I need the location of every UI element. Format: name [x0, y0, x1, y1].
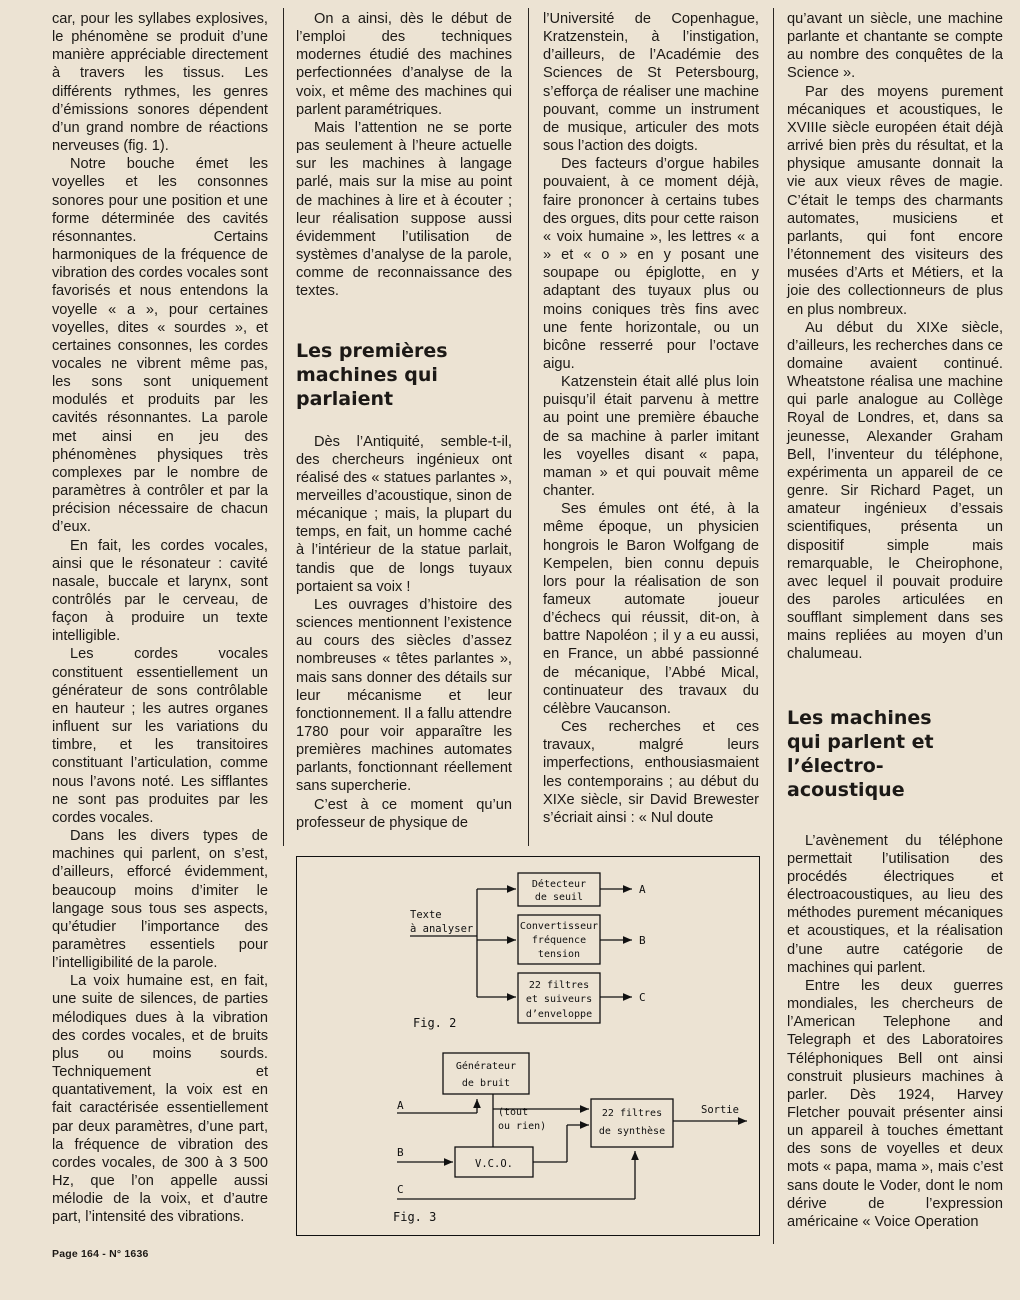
- fig2-box-text: d’enveloppe: [525, 1009, 593, 1020]
- fig3-box-text: de bruit: [461, 1078, 511, 1089]
- fig3-caption: Fig. 3: [393, 1210, 437, 1224]
- paragraph: Les cordes vocales constituent essentiellement un générateur de sons contrôlable en hauteur ; les autres organes influent sur les variations du timbre, et les transitoires constituant l’articulation, comme nous l’avons noté. Les sifflantes ne sont pas produites par les cordes vocales.: [52, 646, 268, 826]
- paragraph: On a ainsi, dès le début de l’emploi des techniques modernes étudié des machines perfectionnées d’analyse de la voix, et même des machines qui parlent paramétriques.: [296, 11, 512, 118]
- paragraph: Dans les divers types de machines qui parlent, on s’est, d’ailleurs, efforcé évidemment, beaucoup moins d’imiter le langage sous tous ses aspects, qu’étudier l’importance des paramètres essentiels pour l’intelligibilité de la parole.: [52, 828, 268, 972]
- paragraph: l’Université de Copenhague, Kratzenstein, à l’instigation, d’ailleurs, de l’Académie des Sciences de St Petersbourg, s’efforça de réaliser une machine pouvant, comme un instrument de musique, articuler des mots sous l’action des doigts.: [543, 11, 759, 155]
- fig3-input-label: A: [397, 1099, 404, 1112]
- fig2-input-label: Texte: [410, 909, 442, 921]
- fig2-box-text: fréquence: [531, 935, 587, 946]
- fig2-box-text: 22 filtres: [528, 980, 590, 991]
- paragraph: C’est à ce moment qu’un professeur de physique de: [296, 796, 512, 831]
- paragraph: car, pour les syllabes explosives, le phénomène se produit d’une manière appréciable directement à travers les tissus. Les différents rythmes, les genres d’émissions sonores dépendent d’un grand nombre de réactions nerveuses (fig. 1).: [52, 11, 268, 155]
- fig3-input-label: B: [397, 1146, 404, 1159]
- paragraph: L’avènement du téléphone permettait l’utilisation des procédés électriques et électroacoustiques, au lieu des méthodes purement mécaniques et acoustiques, et la réalisation d’une autre catégorie de machines qui parlent.: [787, 832, 1003, 976]
- fig2-box-text: de seuil: [534, 892, 584, 903]
- fig2-box-text: Convertisseur: [519, 921, 599, 932]
- block-diagrams: [297, 857, 759, 1235]
- column-4: [787, 10, 1003, 1231]
- paragraph: Par des moyens purement mécaniques et acoustiques, le XVIIIe siècle européen était déjà arrivé bien près du résultat, et la physique amusante donnait la vie aux vieux rêves de magie. C’était le temps des charmants automates, musiciens et parlants, qui font encore l’étonnement des visiteurs des musées d’Arts et Métiers, et la joie des collectionneurs de plus en plus nombreux.: [787, 83, 1003, 318]
- paragraph: Ces recherches et ces travaux, malgré leurs imperfections, enthousiasmaient les contemporains ; au début du XIXe siècle, sir David Brewester s’écriait ainsi : « Nul doute: [543, 719, 759, 826]
- fig3-box-text: V.C.O.: [475, 1158, 513, 1170]
- paragraph: Notre bouche émet les voyelles et les consonnes sonores pour une position et une forme déterminée des cavités résonnantes. Certains harmoniques de la fréquence de vibration des cordes vocales sont favorisés et nous entendons la voyelle « a », pour certaines voyelles, dites « sourdes », et certaines consonnes, les cordes vocales ne vibrent même pas, les sons sont uniquement modulés et produits par les cavités résonnantes. La parole met ainsi en jeu des phénomènes physiques très complexes par le nombre de paramètres à contrôler et par la précision nécessaire de chacun d’eux.: [52, 156, 268, 536]
- paragraph: Mais l’attention ne se porte pas seulement à l’heure actuelle sur les machines à langage parlé, mais sur la mise au point de machines à lire et à écouter ; leur réalisation suppose aussi évidemment l’utilisation de systèmes d’analyse de la parole, comme de reconnaissance des textes.: [296, 119, 512, 300]
- fig2-output-label: A: [639, 883, 646, 896]
- fig2-box-text: Détecteur: [531, 879, 587, 890]
- paragraph: Au début du XIXe siècle, d’ailleurs, les recherches dans ce domaine avaient continué. Wheatstone réalisa une machine qui parle analogue au Collège Royal de Londres, et, dans sa jeunesse, Alexander Graham Bell, l’inventeur du téléphone, expérimenta un appareil de ce genre. Sir Richard Paget, un amateur ingénieux d’essais scientifiques, présenta un dispositif simple mais remarquable, le Cheirophone, avec lequel il pouvait produire des paroles articulées en soufflant simplement dans ses mains repliées au moyen d’un chalumeau.: [787, 319, 1003, 663]
- section-heading: Les machines qui parlent et l’électro-acoustique: [787, 706, 934, 801]
- column-2: [296, 10, 512, 832]
- fig3-switch-note: ou rien): [498, 1121, 547, 1132]
- paragraph: Dès l’Antiquité, semble-t-il, des chercheurs ingénieux ont réalisé des « statues parlantes », merveilles d’acoustique, sinon de mécanique ; mais, la plupart du temps, en fait, un homme caché à l’intérieur de la statue parlait, tandis que de longs tuyaux portaient sa voix !: [296, 433, 512, 595]
- fig2-caption: Fig. 2: [413, 1016, 457, 1030]
- column-1: [52, 10, 268, 1226]
- fig2-output-label: C: [639, 991, 646, 1004]
- paragraph: Les ouvrages d’histoire des sciences mentionnent l’existence au cours des siècles d’assez nombreuses « têtes parlantes », mais sans donner des détails sur leur mécanisme et leur fonctionnement. Il a fallu attendre 1780 pour voir apparaître les premières machines automates parlants, fonctionnant réellement sans supercherie.: [296, 596, 512, 795]
- fig2-input-label: à analyser: [410, 923, 474, 935]
- fig2-box-text: tension: [537, 949, 581, 960]
- fig3-box-text: 22 filtres: [601, 1108, 663, 1119]
- paragraph: En fait, les cordes vocales, ainsi que le résonateur : cavité nasale, buccale et larynx, sont contrôlés par le cerveau, de façon à produire un texte intelligible.: [52, 537, 268, 645]
- paragraph: qu’avant un siècle, une machine parlante et chantante se compte au nombre des conquêtes de la Science ».: [787, 11, 1003, 82]
- fig2-diagram: [410, 873, 646, 1030]
- page-footer: Page 164 - N° 1636: [52, 1248, 149, 1260]
- paragraph: Entre les deux guerres mondiales, les chercheurs de l’American Telephone and Telegraph et des Laboratoires Téléphoniques Bell ont ainsi construit plusieurs machines à parler. Dès 1924, Harvey Fletcher pouvait présenter ainsi un appareil à touches émettant des sons de voyelles et deux mots « papa, mama », mais c’est sans doute le Voder, dont le nom dérive de l’expression américaine « Voice Operation: [787, 977, 1003, 1230]
- fig3-output-label: Sortie: [701, 1104, 739, 1116]
- paragraph: La voix humaine est, en fait, une suite de silences, de parties mélodiques dues à la vibration des cordes vocales, et de bruits plus ou moins sourds. Techniquement et quantativement, la voix est en fait caractérisée essentiellement par deux paramètres, d’une part, la fréquence de vibration des cordes vocales, de 300 à 3 500 Hz, que l’on appelle aussi mélodie de la voix, et d’autre part, l’intensité des vibrations.: [52, 973, 268, 1226]
- fig2-box-text: et suiveurs: [525, 994, 593, 1005]
- paragraph: Ses émules ont été, à la même époque, un physicien hongrois le Baron Wolfgang de Kempelen, bien connu depuis lors pour la réalisation de son fameux automate joueur d’échecs qui réussit, dit-on, à battre Napoléon ; il y a eu aussi, en France, un abbé passionné de mécanique, l’Abbé Mical, continuateur des travaux du célèbre Vaucanson.: [543, 501, 759, 717]
- column-divider: [528, 8, 529, 846]
- column-divider: [773, 8, 774, 1244]
- paragraph: Katzenstein était allé plus loin puisqu’il était parvenu à mettre au point une première ébauche de sa machine à parler imitant les voyelles disant « papa, maman » et qui pouvait même chanter.: [543, 374, 759, 500]
- column-3: [543, 10, 759, 827]
- fig3-box-text: de synthèse: [598, 1126, 666, 1137]
- paragraph: Des facteurs d’orgue habiles pouvaient, à ce moment déjà, faire prononcer à certains tubes des orgues, dits pour cette raison « voix humaine », les lettres « a » et « o » en y posant une soupape ou épiglotte, en y adaptant des tuyaux plus ou moins coniques très fins avec une fente horizontale, ou un bicône resserré pour l’octave aigu.: [543, 156, 759, 372]
- fig3-input-label: C: [397, 1183, 404, 1196]
- figure-box: [296, 856, 760, 1236]
- fig3-diagram: [393, 1053, 747, 1224]
- column-divider: [283, 8, 284, 846]
- fig3-switch-note: (tout: [498, 1107, 529, 1118]
- fig3-box-text: Générateur: [455, 1061, 517, 1072]
- fig2-output-label: B: [639, 934, 646, 947]
- fig3-synthesis-filters-box: [591, 1099, 673, 1147]
- section-heading: Les premières machines qui parlaient: [296, 339, 448, 410]
